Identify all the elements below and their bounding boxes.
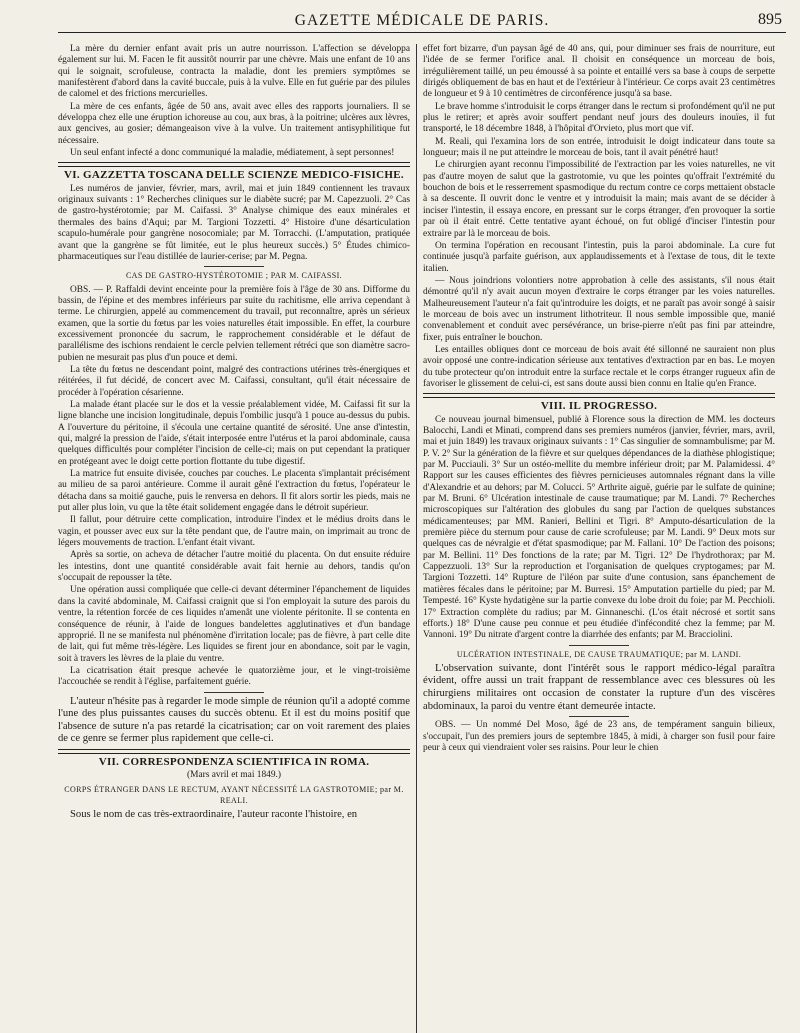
paragraph: Le brave homme s'introduisit le corps étranger dans le rectum si profondément qu'il ne put plus le retirer; et après avoir souffert pendant neuf jours des douleurs inouïes, il fut transporté, le 18 décembre 1848, à l'hôpital d'Orvieto, plus mort que vif. — [423, 101, 775, 135]
section-divider — [58, 749, 410, 754]
paragraph: On termina l'opération en recousant l'intestin, puis la paroi abdominale. La cure fut continuée jusqu'à parfaite guérison, aux applaudissements et à l'extase de tous, dit le texte italien. — [423, 240, 775, 274]
paragraph: Les entailles obliques dont ce morceau de bois avait été sillonné ne sauraient non plus avoir opposé une contre-indication sérieuse aux tentatives d'extraction par en bas. Le moyen du tube protecteur qu'on introduit entre la surface rectale et le corps étranger rugueux afin de favoriser le glissement de celui-ci, est sans doute aussi bien connu en Italie qu'en France. — [423, 344, 775, 389]
paragraph: Les numéros de janvier, février, mars, avril, mai et juin 1849 contiennent les travaux originaux suivants : 1° Recherches cliniques sur le diabète sucré; par M. Capezzuoli. 2° Cas de gastro-hystérotomie; par M. Caifassi. 3° Analyse chimique des eaux minérales et thermales des bains d'Aqui; par M. Targioni Tozzetti. 4° Histoire d'une désarticulation scapulo-humérale pour gangrène nosocomiale; par M. Torracchi. (L'amputation, pratiquée avant que la gangrène se fût limitée, eut le plus heureux succès.) 5° Études chimico-pharmaceutiques sur l'eau distillée de laurier-cerise; par M. Pegna. — [58, 183, 410, 262]
paragraph: Un seul enfant infecté a donc communiqué la maladie, médiatement, à sept personnes! — [70, 148, 395, 159]
paragraph: effet fort bizarre, d'un paysan âgé de 40 ans, qui, pour diminuer ses frais de nourriture, eut l'idée de se fermer l'orifice anal. Il choisit en conséquence un morceau de bois, irrégulièrement taillé, un peu émoussé à sa pointe et entaillé vers sa base à coups de serpette dirigés obliquement de bas en haut et de l'extérieur à l'intérieur. Ce corps avait 23 centimètres de longueur et 9 à 10 centimètres de circonférence jusqu'à sa base. — [423, 44, 775, 100]
article-heading: CORPS ÉTRANGER DANS LE RECTUM, AYANT NÉCESSITÉ LA GASTROTOMIE; par M. REALI. — [64, 784, 404, 805]
paragraph: L'observation suivante, dont l'intérêt sous le rapport médico-légal paraîtra évident, offre aussi un trait frappant de ressemblance avec ces blessures où les chirurgiens militaires ont occasion de constater la rupture d'un des viscères abdominaux, la paroi du ventre étant demeurée intacte. — [423, 662, 775, 712]
running-head: GAZETTE MÉDICALE DE PARIS. — [294, 12, 550, 29]
paragraph: La malade étant placée sur le dos et la vessie préalablement vidée, M. Caifassi fit sur la ligne blanche une incision longitudinale, depuis l'ombilic jusqu'à 1 pouce au-dessus du pubis. A l'ouverture du péritoine, il s'écoula une certaine quantité de sérosité. Une anse d'intestin, qui, malgré la pression de l'aide, s'était interposée entre l'utérus et la paroi abdominale, causa quelques difficultés pour compléter l'incision de celle-ci; mais on put cependant la pratiquer en protégeant avec le doigt cette portion flottante du tube digestif. — [58, 399, 410, 467]
paragraph: La mère de ces enfants, âgée de 50 ans, avait avec elles des rapports journaliers. Il se développa chez elle une éruption ichoreuse au cou, aux bras, à la poitrine; ulcères aux lèvres, aux gencives, au gosier; démangeaison vive à la vulve. Un traitement antisyphilitique fut nécessaire. — [58, 101, 410, 146]
column-rule — [416, 44, 417, 1033]
paragraph: Ce nouveau journal bimensuel, publié à Florence sous la direction de MM. les docteurs Balocchi, Landi et Minati, comprend dans ses premiers numéros (janvier, février, mars, avril, mai et juin 1849) les travaux originaux suivants : 1° Cas singulier de somnambulisme; par M. P. V. 2° Sur la génération de la fièvre et sur quelques dépendances de la diathèse phlogistique; par M. Pucciauli. 3° Sur un ostéo-mellite du membre inférieur droit; par M. Palamidessi. 4° Rapport sur les causes efficientes des fièvres pernicieuses automnales régnant dans la ville d'Alexandrie et au dehors; par M. Colucci. 5° Arthrite aiguë, guérie par le sulfate de quinine; par M. Bruni. 6° Ulcération intestinale de cause traumatique; par M. Landi. 7° Recherches microscopiques sur l'altération des globules du sang par l'action de quelques substances médicamenteuses; par MM. Ranieri, Bellini et Tigri. 8° Amputo-désarticulation de la première pièce du sternum pour cause de carie scrofuleuse; par M. Landi. 9° Deux mots sur quelques cas de névralgie et d'état spasmodique; par M. Fallani. 10° De l'action des poisons; par M. Bellini. 11° Des fonctions de la rate; par M. Tigri. 12° De l'hydrothorax; par M. Cappezzuoli. 13° Sur la reproduction et l'organisation de quelques cryptogames; par M. Targioni Tozzetti. 14° Rupture de l'iléon par suite d'une contusion, sans épanchement de matières fécales dans le péritoine; par M. Burresi. 15° Amputation partielle du pied; par M. Tempesté. 16° Kyste hydatigène sur la partie convexe du lobe droit du foie; par M. Pecchioli. 17° Extraction complète du radius; par M. Ginnaneschi. (L'os était nécrosé et sortit sans efforts.) 18° D'une cause peu connue et peu étudiée d'infécondité chez la femme; par M. Vannoni. 19° Du nitrate d'argent contre la diarrhée des enfants; par M. Bracciolini. — [423, 414, 775, 641]
paragraph: Après sa sortie, on acheva de détacher l'autre moitié du placenta. On dut ensuite réduire les intestins, dont une quantité considérable avait fait hernie au dehors, tandis qu'on s'occupait de repousser la tête. — [58, 550, 410, 584]
paragraph: L'auteur n'hésite pas à regarder le mode simple de réunion qu'il a adopté comme l'une des plus puissantes causes du succès obtenu. Et il est du moins positif que l'absence de suture n'a pas retardé la cicatrisation; car on voit rarement des plaies de ce genre se fermer plus rapidement que celle-ci. — [58, 695, 410, 745]
paragraph: Une opération aussi compliquée que celle-ci devant déterminer l'épanchement de liquides dans la cavité abdominale, M. Caifassi craignit que si l'on employait la suture des parois du ventre, la rétention forcée de ces liquides n'amenât une violente péritonite. Il se contenta en conséquence de réunir, à l'aide de longues bandelettes agglutinatives et d'un bandage approprié. Il ne se manifesta nul phénomène d'irritation locale; pas de fièvre, à part celle dite de lait, qui fut même très-légère. Les liquides se firent jour en abondance, soit par le vagin, soit à travers les lèvres de la plaie du ventre. — [58, 585, 410, 664]
left-column — [58, 44, 410, 1033]
section-divider — [423, 393, 775, 398]
section-divider — [58, 162, 410, 167]
paragraph: — Nous joindrions volontiers notre approbation à celle des assistants, s'il nous était démontré qu'il n'y avait aucun moyen d'extraire le corps étranger par les voies naturelles. Malheureusement l'auteur n'a fait qu'introduire les doigts, et ne paraît pas avoir songé à saisir le morceau de bois avec un instrument lithotriteur. Il nous semble impossible que, manié convenablement et conduit avec persévérance, un brise-pierre n'eût pas fini par atteindre, fixer, puis entraîner le bouchon. — [423, 275, 775, 343]
paragraph: La tête du fœtus ne descendant point, malgré des contractions utérines très-énergiques et réitérées, il fut décidé, de concert avec M. Caifassi, consultant, qu'il était nécessaire de procéder à l'opération césarienne. — [58, 364, 410, 398]
paragraph: La matrice fut ensuite divisée, couches par couches. Le placenta s'implantait précisément au milieu de sa paroi antérieure. Comme il aurait gêné l'extraction du fœtus, l'opérateur le détacha dans sa moitié gauche, puis le renversa en dehors. Il fit alors sortir les pieds, mais ne put aller plus loin, vu que la tête était solidement engagée dans le détroit supérieur. — [58, 469, 410, 514]
divider — [569, 645, 629, 646]
paragraph: Sous le nom de cas très-extraordinaire, l'auteur raconte l'histoire, en — [70, 809, 358, 821]
page-number: 895 — [758, 11, 782, 28]
paragraph: OBS. — P. Raffaldi devint enceinte pour la première fois à l'âge de 30 ans. Difforme du bassin, de l'épine et des membres inférieurs par suite du rachitisme, elle arriva cependant à terme. Le chirurgien, appelé au commencement du travail, put reconnaître, après un sérieux examen, que la sortie du fœtus par les voies naturelles était impossible. En effet, la courbure excessivement prononcée du sacrum, le rapprochement considérable et le défaut de parallélisme des ischions rendaient le cercle pelvien tellement rétréci que son diamètre sacro-pubien ne mesurait pas plus d'un pouce et demi. — [58, 284, 410, 363]
columns — [58, 44, 786, 1033]
page-header — [58, 10, 786, 33]
paragraph: OBS. — Un nommé Del Moso, âgé de 23 ans, de tempérament sanguin bilieux, s'occupait, l'un des premiers jours de septembre 1845, à midi, à charger son fusil pour faire peur à ceux qui viendraient voler ses raisins. Pour leur le chien — [423, 720, 775, 753]
article-heading: CAS DE GASTRO-HYSTÉROTOMIE ; PAR M. CAIFASSI. — [125, 271, 343, 281]
paragraph: La mère du dernier enfant avait pris un autre nourrisson. L'affection se développa également sur lui. M. Facen le fit aussitôt nourrir par une chèvre. Mais une enfant de 10 ans qui le soignait, scrofuleuse, contracta la maladie, dont les premiers symptômes se manifestèrent d'abord dans la cavité buccale, puis à la vulve. Elle en fut guérie par des pilules de calomel et des frictions mercurielles. — [58, 44, 410, 100]
section-title: VII. CORRESPONDENZA SCIENTIFICA IN ROMA. — [98, 755, 370, 768]
divider — [204, 692, 264, 693]
divider — [569, 716, 629, 717]
article-heading: ULCÉRATION INTESTINALE, DE CAUSE TRAUMATIQUE; par M. LANDI. — [456, 649, 742, 659]
paragraph: M. Reali, qui l'examina lors de son entrée, introduisit le doigt indicateur dans toute sa longueur; mais il ne put atteindre le morceau de bois, tant il avait pénétré haut! — [423, 136, 775, 159]
section-title: VI. GAZZETTA TOSCANA DELLE SCIENZE MEDICO-FISICHE. — [64, 169, 404, 182]
dateline: (Mars avril et mai 1849.) — [187, 770, 281, 781]
divider — [204, 266, 264, 267]
right-column — [423, 44, 775, 1033]
paragraph: Le chirurgien ayant reconnu l'impossibilité de l'extraction par les voies naturelles, ne vit pas d'autre moyen de salut que la gastrotomie, vu que les pointes qu'offrait l'extrémité du bouchon de bois et le resserrement spasmodique du rectum contre ce corps mettaient obstacle à sa descente. Il ouvrit donc le ventre et y introduisit la main; mais avant de se décider à inciser l'intestin, il essaya encore, en pressant sur le corps étranger, d'en provoquer la sortie par où il était entré. Cette tentative ayant échoué, on fut obligé d'inciser l'intestin pour extraire par là le morceau de bois. — [423, 160, 775, 239]
section-title: VIII. IL PROGRESSO. — [540, 400, 658, 413]
paragraph: Il fallut, pour détruire cette complication, introduire l'index et le médius droits dans le vagin, et pousser avec eux sur la tête pendant que, de l'autre main, on imprimait au tronc de légers mouvements de traction. L'enfant était vivant. — [58, 515, 410, 549]
paragraph: La cicatrisation était presque achevée le quatorzième jour, et le vingt-troisième l'accouchée se rendit à l'église, parfaitement guérie. — [58, 665, 410, 688]
